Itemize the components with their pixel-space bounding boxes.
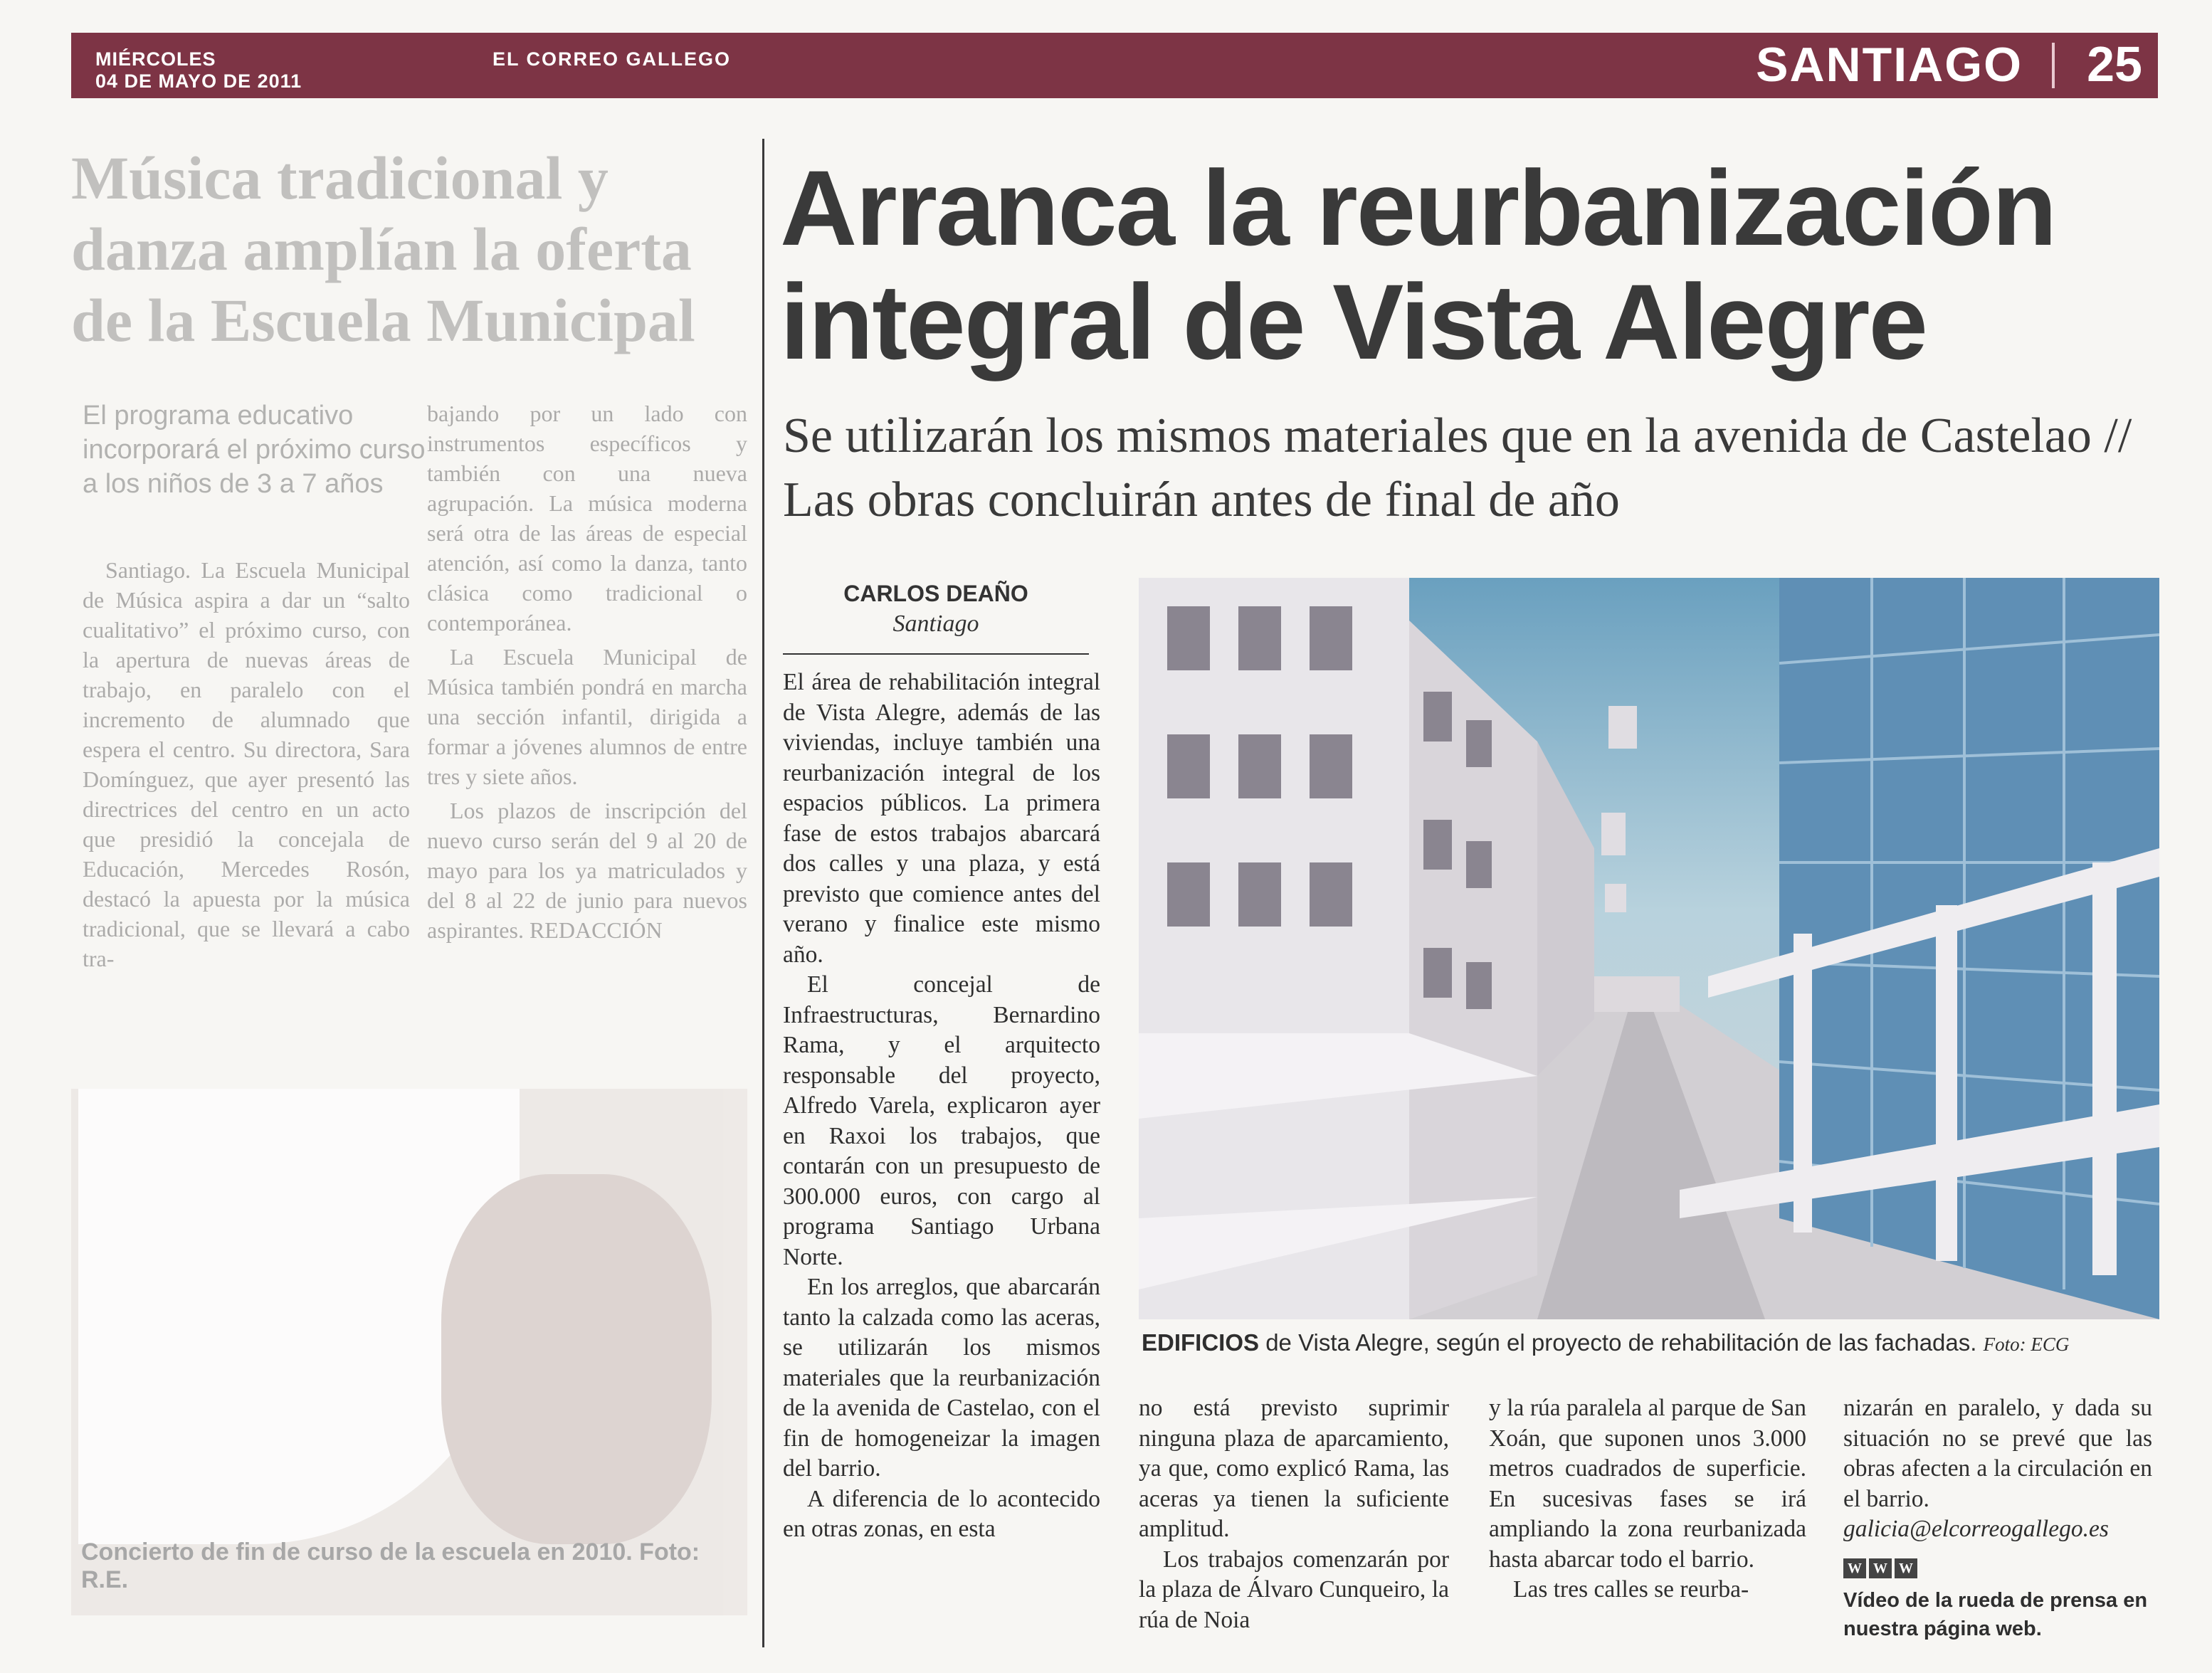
left-concert-photo <box>71 1089 747 1615</box>
left-headline-line: Música tradicional y <box>71 144 609 212</box>
left-headline-line: de la Escuela Municipal <box>71 286 695 354</box>
left-article-faded <box>71 142 747 1082</box>
page-header-bar <box>71 33 2158 98</box>
page-number: 25 <box>2087 36 2142 92</box>
left-article-headline <box>71 142 747 356</box>
photo-stage <box>441 1174 712 1544</box>
left-article-column-2 <box>427 399 747 949</box>
photo-caption-text: de Vista Alegre, según el proyecto de rehabilitación de las fachadas. <box>1259 1329 1977 1356</box>
left-photo-caption: Concierto de fin de curso de la escuela en 2010. Foto: R.E. <box>81 1539 700 1593</box>
article-paragraph: El área de rehabilitación integral de Vista Alegre, además de las viviendas, incluye también una reurbanización integral de los espacios públicos. La primera fase de estos trabajos abarcará dos calles y una plaza, y está previsto que comience antes del verano y finalice este mismo año. <box>783 669 1100 968</box>
left-paragraph: Santiago. La Escuela Municipal de Música aspira a dar un “salto cualitativo” el próximo curso, con la apertura de nuevas áreas de trabajo, en paralelo con el incremento de alumnado que espera el centro. Su directora, Sara Domínguez, que ayer presentó las directrices del centro en un acto que presidió la concejala de Educación, Mercedes Rosón, destacó la apuesta por la música tradicional, que se llevará a cabo tra- <box>83 557 410 971</box>
byline-location: Santiago <box>892 611 979 637</box>
header-date <box>95 48 302 93</box>
section-name: SANTIAGO <box>1756 38 2023 92</box>
www-letter: W <box>1869 1558 1892 1578</box>
left-headline-line: danza amplían la oferta <box>71 215 692 283</box>
www-letter: W <box>1895 1558 1917 1578</box>
newspaper-name: EL CORREO GALLEGO <box>493 48 732 70</box>
article-column-2 <box>1139 1393 1449 1635</box>
street-rendering-illustration <box>1139 578 2159 1319</box>
www-badge <box>1843 1551 2152 1581</box>
article-paragraph: A diferencia de lo acontecido en otras zonas, en esta <box>783 1485 1100 1542</box>
video-note: Vídeo de la rueda de prensa en nuestra página web. <box>1843 1589 2148 1640</box>
photo-credit: Foto: ECG <box>1983 1334 2070 1355</box>
contact-email[interactable]: galicia@elcorreogallego.es <box>1843 1516 2109 1542</box>
header-separator <box>2052 43 2055 88</box>
byline-author: CARLOS DEAÑO <box>843 581 1028 606</box>
article-headline: Arranca la reurbanización integral de Vista Alegre <box>780 148 2056 381</box>
article-column-1 <box>783 667 1100 1545</box>
left-paragraph: Los plazos de inscripción del nuevo curso serán del 9 al 20 de mayo para los ya matriculados y del 8 al 22 de junio para nuevos aspirantes. REDACCIÓN <box>427 798 747 943</box>
article-paragraph: El concejal de Infraestructuras, Bernardino Rama, y el arquitecto responsable del proyecto, Alfredo Varela, explicaron ayer en Raxoi los trabajos, que contarán con un presupuesto de 300.000 euros, con cargo al programa Santiago Urbana Norte. <box>783 971 1100 1270</box>
column-divider <box>762 139 764 1647</box>
vista-alegre-rendering <box>1139 578 2159 1319</box>
article-paragraph: nizarán en paralelo, y dada su situación no se prevé que las obras afecten a la circulación en el barrio. <box>1843 1395 2152 1512</box>
header-day: MIÉRCOLES <box>95 48 216 70</box>
article-subhead: Se utilizarán los mismos materiales que en la avenida de Castelao // Las obras concluirán antes de final de año <box>783 408 2132 527</box>
left-paragraph: La Escuela Municipal de Música también pondrá en marcha una sección infantil, dirigida a formar a jóvenes alumnos de entre tres y siete años. <box>427 644 747 789</box>
www-letter: W <box>1843 1558 1866 1578</box>
photo-caption-lead: EDIFICIOS <box>1142 1329 1260 1356</box>
article-paragraph: y la rúa paralela al parque de San Xoán, que suponen unos 3.000 metros cuadrados de superficie. En sucesivas fases se irá ampliando la zona reurbanizada hasta abarcar todo el barrio. <box>1489 1395 1806 1573</box>
article-paragraph: no está previsto suprimir ninguna plaza de aparcamiento, ya que, como explicó Rama, las aceras ya tienen la suficiente amplitud. <box>1139 1395 1449 1542</box>
left-article-dek: El programa educativo incorporará el próximo curso a los niños de 3 a 7 años <box>83 401 426 499</box>
article-paragraph: Los trabajos comenzarán por la plaza de Álvaro Cunqueiro, la rúa de Noia <box>1139 1546 1449 1633</box>
left-article-column-1 <box>83 555 410 978</box>
article-column-3 <box>1489 1393 1806 1605</box>
left-paragraph: bajando por un lado con instrumentos específicos y también con una nueva agrupación. La música moderna será otra de las áreas de especial atención, así como la danza, tanto clásica como tradicional o contemporánea. <box>427 401 747 635</box>
byline-rule <box>783 653 1089 655</box>
header-full-date: 04 DE MAYO DE 2011 <box>95 70 302 92</box>
article-paragraph: En los arreglos, que abarcarán tanto la calzada como las aceras, se utilizarán los mismos materiales que la reurbanización de la avenida de Castelao, con el fin de homogeneizar la imagen del barrio. <box>783 1274 1100 1482</box>
article-column-4 <box>1843 1393 2152 1643</box>
photo-caption <box>1142 1329 2159 1356</box>
article-paragraph: Las tres calles se reurba- <box>1513 1576 1749 1603</box>
